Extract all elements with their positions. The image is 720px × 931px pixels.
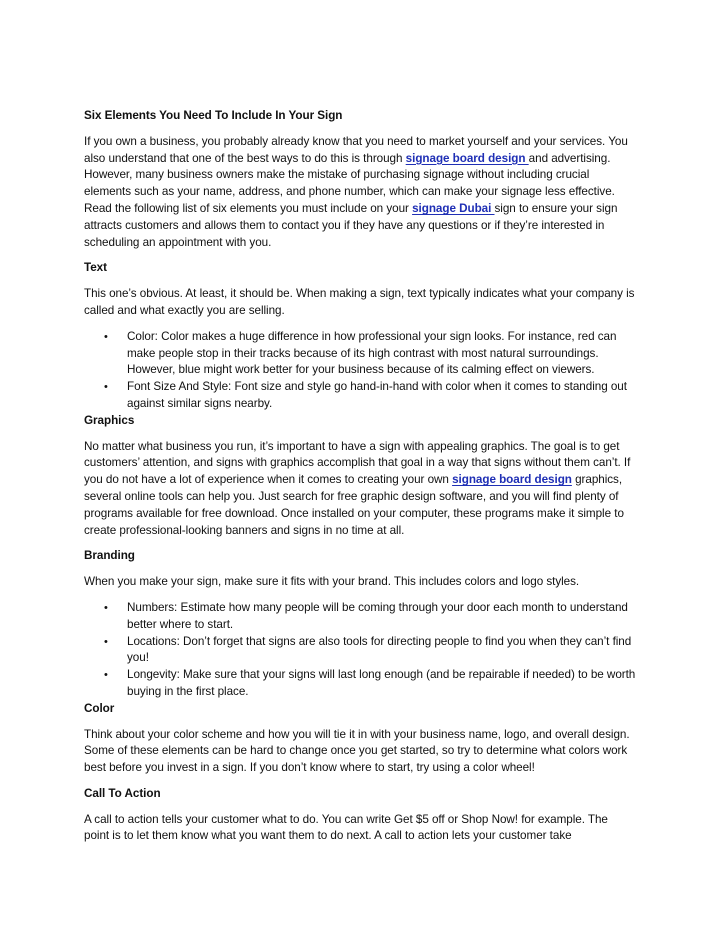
text-bullet-list <box>84 329 636 413</box>
list-item: • Color: Color makes a huge difference in how professional your sign looks. For instance, red can make people stop in their tracks because of its high contrast with most natural surroundings. However, blue might work better for your business because of its calming effect on viewers. <box>84 329 636 379</box>
intro-text-1: If you own a business, you probably already know that you need to market yourself and your services. You also understand that one of the best ways to do this is through <box>84 134 628 165</box>
graphics-text-1: No matter what business you run, it’s important to have a sign with appealing graphics. The goal is to get customers’ attention, and signs with graphics accomplish that goal in a way that signs without them can’t. If you do not have a lot of experience when it comes to creating your own <box>84 439 631 487</box>
text-paragraph: This one’s obvious. At least, it should be. When making a sign, text typically indicates what your company is called and what exactly you are selling. <box>84 287 635 317</box>
graphics-paragraph <box>84 439 636 540</box>
signage-dubai-link[interactable]: signage Dubai <box>412 201 495 215</box>
list-item: • Numbers: Estimate how many people will be coming through your door each month to understand better where to start. <box>84 600 636 634</box>
list-item: • Longevity: Make sure that your signs will last long enough (and be repairable if needed) to be worth buying in the first place. <box>84 667 636 701</box>
signage-board-design-link[interactable]: signage board design <box>405 151 529 165</box>
text-heading: Text <box>84 261 107 275</box>
intro-paragraph <box>84 134 636 252</box>
color-paragraph: Think about your color scheme and how you will tie it in with your business name, logo, and overall design. Some of these elements can be hard to change once you get started, so try to determine what colors work best before you invest in a sign. If you don’t know where to start, try using a color wheel! <box>84 727 630 775</box>
call-to-action-heading: Call To Action <box>84 786 161 800</box>
graphics-heading: Graphics <box>84 413 135 427</box>
list-item: • Font Size And Style: Font size and style go hand-in-hand with color when it comes to standing out against similar signs nearby. <box>84 379 636 413</box>
graphics-text-2: graphics, several online tools can help you. Just search for free graphic design software, and you will find plenty of programs available for free download. Once installed on your computer, these programs make it simple to create professional-looking banners and signs in no time at all. <box>84 473 624 537</box>
document-title: Six Elements You Need To Include In Your Sign <box>84 109 343 122</box>
signage-board-design-link-2[interactable]: signage board design <box>452 473 572 487</box>
call-to-action-paragraph: A call to action tells your customer what to do. You can write Get $5 off or Shop Now! for example. The point is to let them know what you want them to do next. A call to action lets your customer take <box>84 812 608 843</box>
intro-text-2: and advertising. However, many business owners make the mistake of purchasing signage without including crucial elements such as your name, address, and phone number, which can make your signage less effective. Read the following list of six elements you must include on your <box>84 151 615 215</box>
branding-bullet-list <box>84 600 636 701</box>
intro-text-3: sign to ensure your sign attracts customers and allows them to contact you if they have any questions or if they’re interested in scheduling an appointment with you. <box>84 201 618 249</box>
branding-paragraph: When you make your sign, make sure it fits with your brand. This includes colors and logo styles. <box>84 575 580 589</box>
branding-heading: Branding <box>84 549 135 563</box>
list-item: • Locations: Don’t forget that signs are also tools for directing people to find you when they can’t find you! <box>84 634 636 668</box>
color-heading: Color <box>84 701 115 715</box>
